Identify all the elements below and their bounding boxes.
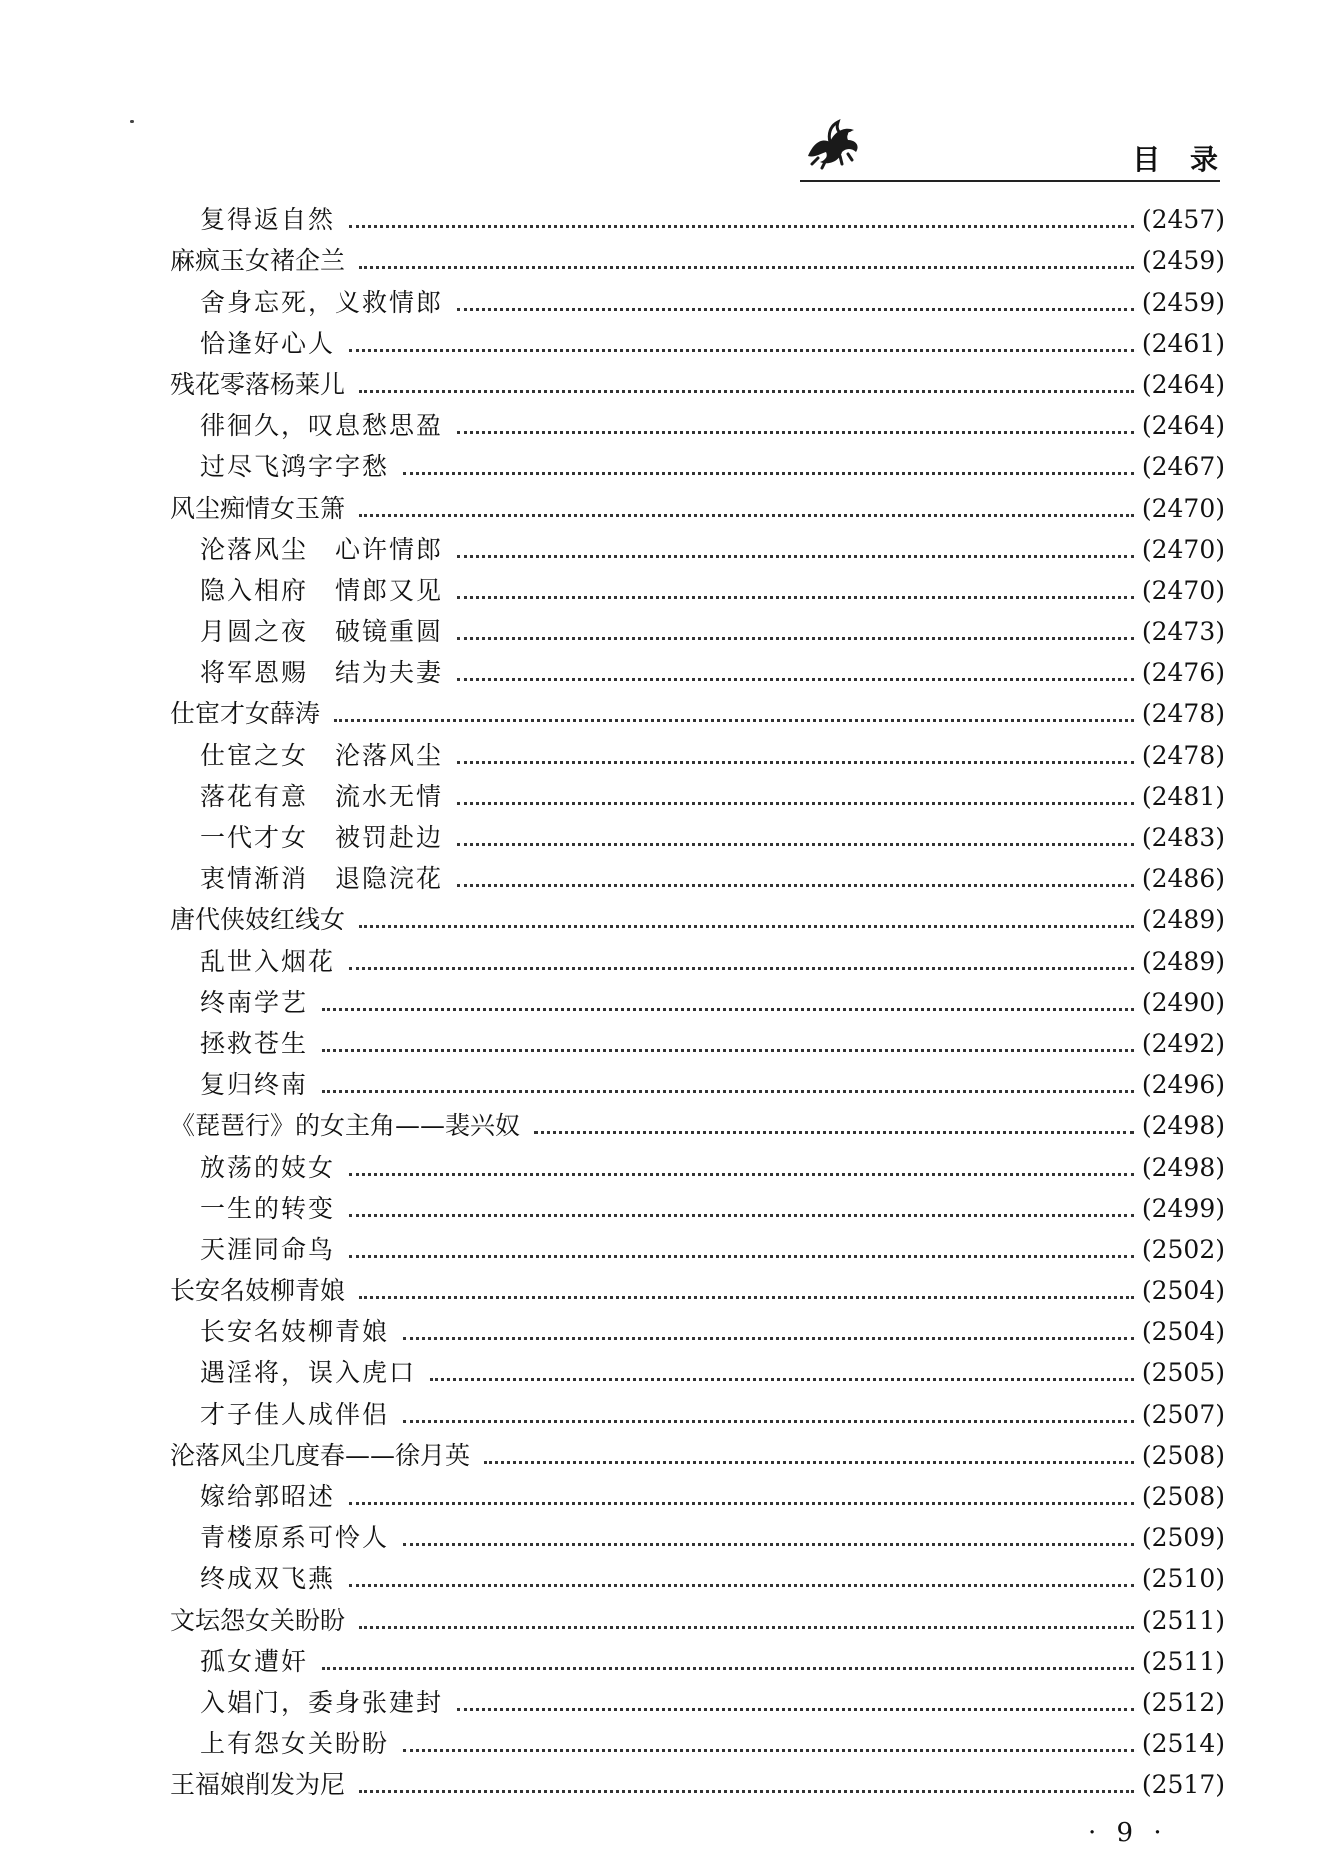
toc-entry-title: 残花零落杨莱儿 [170,369,346,399]
toc-entry-title: 《琵琶行》的女主角——裴兴奴 [170,1111,521,1141]
toc-section-entry[interactable] [170,1059,1225,1100]
dragon-emblem-icon [800,112,864,176]
toc-dot-leader [322,1667,1134,1670]
toc-entry-page: (2473) [1141,617,1225,647]
toc-dot-leader [403,1543,1134,1546]
toc-entry-title: 仕宦才女薛涛 [170,699,321,729]
toc-entry-page: (2464) [1141,411,1225,441]
toc-entry-page: (2511) [1141,1646,1225,1676]
toc-entry-page: (2464) [1141,369,1225,399]
toc-chapter-entry[interactable] [170,1265,1225,1306]
toc-entry-page: (2507) [1141,1399,1225,1429]
toc-section-entry[interactable] [170,812,1225,853]
toc-chapter-entry[interactable] [170,894,1225,935]
toc-entry-title: 嫁给郭昭述 [200,1482,336,1511]
toc-section-entry[interactable] [170,1677,1225,1718]
toc-section-entry[interactable] [170,441,1225,482]
toc-entry-page: (2481) [1141,781,1225,811]
toc-entry-title: 上有怨女关盼盼 [200,1729,390,1759]
toc-dot-leader [322,1090,1134,1093]
toc-entry-title: 长安名妓柳青娘 [170,1276,346,1306]
toc-entry-page: (2510) [1141,1564,1225,1594]
toc-dot-leader [349,349,1134,352]
toc-dot-leader [403,1420,1134,1423]
toc-entry-page: (2504) [1141,1317,1225,1347]
toc-dot-leader [457,308,1134,311]
toc-entry-page: (2498) [1141,1111,1225,1141]
toc-chapter-entry[interactable] [170,1759,1225,1800]
toc-entry-page: (2483) [1141,823,1225,852]
toc-dot-leader [403,472,1134,475]
toc-dot-leader [534,1131,1134,1134]
scan-speck [130,120,134,123]
toc-section-entry[interactable] [170,977,1225,1018]
toc-entry-page: (2514) [1141,1729,1225,1759]
toc-entry-title: 徘徊久，叹息愁思盈 [200,411,444,441]
page-header [0,0,1322,190]
toc-section-entry[interactable] [170,606,1225,647]
toc-section-entry[interactable] [170,1306,1225,1347]
toc-dot-leader [349,1173,1134,1176]
toc-entry-page: (2478) [1141,740,1225,770]
toc-entry-page: (2511) [1141,1605,1225,1635]
toc-entry-page: (2461) [1141,328,1225,358]
toc-entry-title: 复归终南 [200,1070,309,1100]
toc-entry-page: (2489) [1141,946,1225,976]
toc-dot-leader [349,1255,1134,1258]
page-number: · 9 · [1088,1818,1168,1848]
toc-entry-title: 恰逢好心人 [200,328,336,358]
toc-entry-title: 天涯同命鸟 [200,1234,336,1264]
toc-entry-page: (2486) [1141,864,1225,894]
toc-section-entry[interactable] [170,729,1225,770]
toc-section-entry[interactable] [170,1224,1225,1265]
toc-entry-title: 终南学艺 [200,987,309,1017]
toc-chapter-entry[interactable] [170,235,1225,276]
toc-dot-leader [457,555,1134,558]
toc-section-entry[interactable] [170,853,1225,894]
toc-section-entry[interactable] [170,565,1225,606]
toc-entry-title: 终成双飞燕 [200,1564,336,1594]
header-divider [800,180,1220,182]
toc-dot-leader [349,225,1134,228]
toc-entry-page: (2505) [1141,1358,1225,1388]
toc-entry-title: 一生的转变 [200,1193,336,1223]
toc-entry-title: 过尽飞鸿字字愁 [200,452,390,482]
toc-dot-leader [403,1749,1134,1752]
toc-chapter-entry[interactable] [170,688,1225,729]
toc-section-entry[interactable] [170,276,1225,317]
section-title: 目 录 [1132,143,1228,176]
toc-dot-leader [349,1584,1134,1587]
toc-entry-page: (2496) [1141,1070,1225,1100]
toc-dot-leader [484,1461,1134,1464]
toc-section-entry[interactable] [170,194,1225,235]
toc-entry-title: 放荡的妓女 [200,1152,336,1182]
toc-dot-leader [457,1708,1134,1711]
toc-entry-title: 文坛怨女关盼盼 [170,1605,346,1635]
toc-entry-title: 遇淫将，误入虎口 [200,1358,417,1388]
toc-dot-leader [359,266,1134,269]
toc-section-entry[interactable] [170,1183,1225,1224]
toc-chapter-entry[interactable] [170,359,1225,400]
toc-section-entry[interactable] [170,771,1225,812]
toc-entry-title: 衷情渐消 退隐浣花 [200,864,444,894]
toc-section-entry[interactable] [170,1553,1225,1594]
toc-entry-title: 复得返自然 [200,205,336,235]
toc-section-entry[interactable] [170,647,1225,688]
toc-entry-title: 月圆之夜 破镜重圆 [200,617,444,647]
toc-dot-leader [359,1790,1134,1793]
toc-entry-page: (2490) [1141,987,1225,1017]
toc-entry-page: (2492) [1141,1028,1225,1058]
toc-entry-page: (2504) [1141,1276,1225,1306]
toc-dot-leader [457,431,1134,434]
toc-entry-title: 落花有意 流水无情 [200,781,444,811]
toc-dot-leader [457,802,1134,805]
toc-entry-page: (2470) [1141,493,1225,523]
toc-dot-leader [359,1296,1134,1299]
toc-section-entry[interactable] [170,935,1225,976]
toc-entry-page: (2457) [1141,205,1225,235]
toc-dot-leader [349,1502,1134,1505]
toc-dot-leader [457,596,1134,599]
toc-entry-page: (2509) [1141,1523,1225,1553]
toc-entry-page: (2467) [1141,452,1225,482]
toc-entry-title: 才子佳人成伴侣 [200,1399,390,1429]
toc-entry-title: 王福娘削发为尼 [170,1770,346,1800]
toc-entry-title: 长安名妓柳青娘 [200,1317,390,1347]
toc-entry-page: (2508) [1141,1482,1225,1511]
toc-chapter-entry[interactable] [170,1594,1225,1635]
toc-dot-leader [359,514,1134,517]
toc-entry-page: (2470) [1141,575,1225,605]
toc-entry-title: 麻疯玉女褚企兰 [170,246,346,276]
toc-dot-leader [322,1049,1134,1052]
toc-section-entry[interactable] [170,1018,1225,1059]
toc-section-entry[interactable] [170,1141,1225,1182]
toc-entry-title: 将军恩赐 结为夫妻 [200,658,444,688]
toc-dot-leader [359,925,1134,928]
toc-dot-leader [359,1626,1134,1629]
toc-entry-page: (2517) [1141,1770,1225,1800]
toc-section-entry[interactable] [170,1471,1225,1512]
toc-entry-title: 拯救苍生 [200,1028,309,1058]
toc-entry-page: (2498) [1141,1152,1225,1182]
toc-entry-title: 一代才女 被罚赴边 [200,823,444,852]
toc-entry-title: 青楼原系可怜人 [200,1523,390,1553]
toc-entry-page: (2459) [1141,287,1225,317]
toc-chapter-entry[interactable] [170,482,1225,523]
toc-entry-page: (2470) [1141,534,1225,564]
toc-entry-page: (2512) [1141,1687,1225,1717]
toc-entry-page: (2478) [1141,699,1225,729]
toc-dot-leader [322,1008,1134,1011]
toc-section-entry[interactable] [170,318,1225,359]
toc-dot-leader [403,1337,1134,1340]
toc-section-entry[interactable] [170,1512,1225,1553]
toc-section-entry[interactable] [170,400,1225,441]
toc-entry-title: 唐代侠妓红线女 [170,905,346,935]
toc-entry-title: 入娼门，委身张建封 [200,1687,444,1717]
toc-dot-leader [359,390,1134,393]
toc-entry-title: 乱世入烟花 [200,946,336,976]
toc-entry-page: (2508) [1141,1440,1225,1470]
toc-dot-leader [349,967,1134,970]
toc-entry-title: 隐入相府 情郎又见 [200,575,444,605]
toc-chapter-entry[interactable] [170,1430,1225,1471]
toc-dot-leader [457,843,1134,846]
toc-section-entry[interactable] [170,1347,1225,1388]
toc-dot-leader [349,1214,1134,1217]
toc-dot-leader [457,637,1134,640]
toc-entry-title: 风尘痴情女玉箫 [170,493,346,523]
toc-entry-page: (2476) [1141,658,1225,688]
toc-section-entry[interactable] [170,1388,1225,1429]
toc-dot-leader [334,719,1134,722]
toc-entry-title: 沦落风尘 心许情郎 [200,534,444,564]
toc-entry-title: 舍身忘死，义救情郎 [200,287,444,317]
toc-entry-page: (2459) [1141,246,1225,276]
table-of-contents [170,194,1225,1800]
toc-dot-leader [457,761,1134,764]
toc-entry-page: (2489) [1141,905,1225,935]
toc-entry-page: (2499) [1141,1193,1225,1223]
toc-section-entry[interactable] [170,1636,1225,1677]
toc-section-entry[interactable] [170,1718,1225,1759]
toc-dot-leader [457,884,1134,887]
toc-chapter-entry[interactable] [170,1100,1225,1141]
toc-entry-page: (2502) [1141,1234,1225,1264]
toc-dot-leader [430,1378,1134,1381]
toc-entry-title: 沦落风尘几度春——徐月英 [170,1440,471,1470]
toc-entry-title: 仕宦之女 沦落风尘 [200,740,444,770]
toc-entry-title: 孤女遭奸 [200,1646,309,1676]
toc-section-entry[interactable] [170,524,1225,565]
toc-dot-leader [457,678,1134,681]
